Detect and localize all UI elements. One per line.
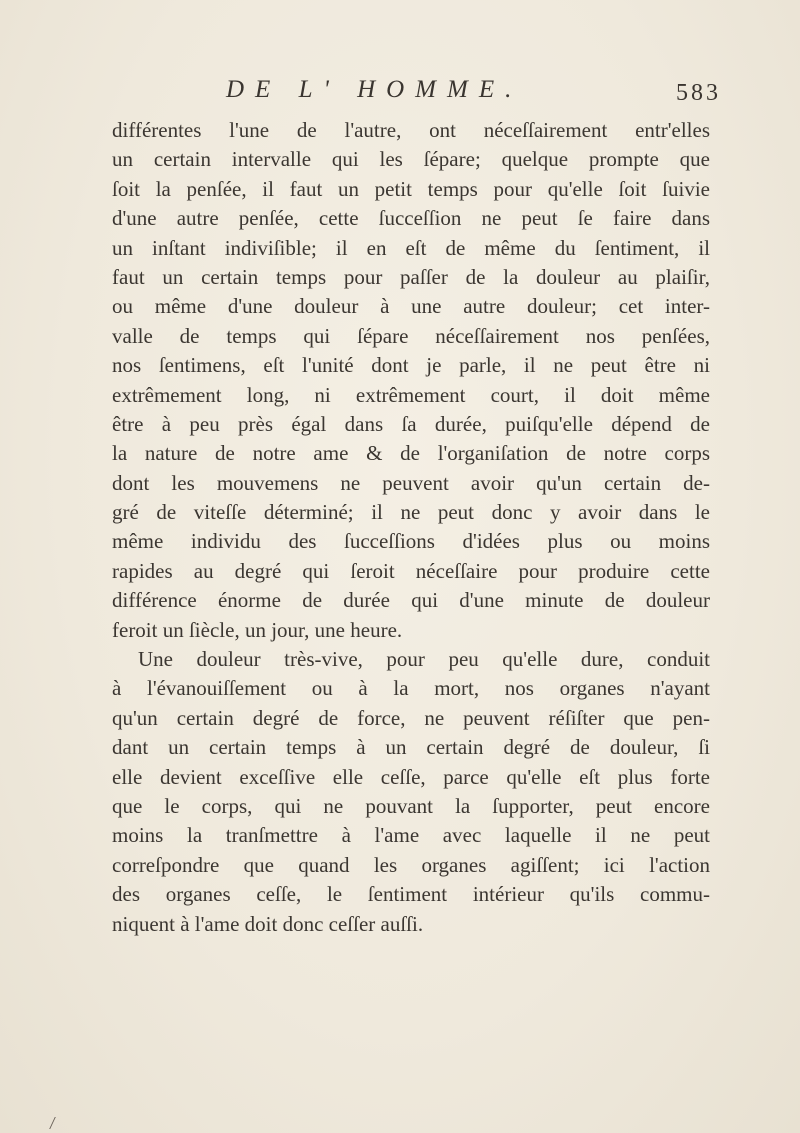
text-line: des organes ceſſe, le ſentiment intérieur qu'ils commu-	[112, 882, 710, 907]
text-line: qu'un certain degré de force, ne peuvent réſiſter que pen-	[112, 705, 710, 730]
text-line: moins la tranſmettre à l'ame avec laquelle il ne peut	[112, 823, 710, 848]
text-line: correſpondre que quand les organes agiſſent; ici l'action	[112, 852, 710, 877]
text-line: différence énorme de durée qui d'une minute de douleur	[112, 588, 710, 613]
text-line: valle de temps qui ſépare néceſſairement nos penſées,	[112, 323, 710, 348]
text-line: elle devient exceſſive elle ceſſe, parce qu'elle eſt plus forte	[112, 764, 710, 789]
text-line: d'une autre penſée, cette ſucceſſion ne peut ſe faire dans	[112, 206, 710, 231]
paragraph-2	[112, 645, 710, 939]
page-number: 583	[676, 80, 721, 106]
text-line: dant un certain temps à un certain degré de douleur, ſi	[112, 735, 710, 760]
text-line: différentes l'une de l'autre, ont néceſſairement entr'elles	[112, 118, 710, 142]
text-line: être à peu près égal dans ſa durée, puiſqu'elle dépend de	[112, 411, 710, 436]
text-line: que le corps, qui ne pouvant la ſupporter, peut encore	[112, 793, 710, 818]
paragraph-1	[112, 116, 710, 645]
margin-mark	[49, 1117, 64, 1129]
text-line: Une douleur très-vive, pour peu qu'elle dure, conduit	[138, 647, 710, 672]
text-line: dont les mouvemens ne peuvent avoir qu'un certain de-	[112, 470, 710, 495]
text-line: ou même d'une douleur à une autre douleur; cet inter-	[112, 294, 710, 319]
text-line: un certain intervalle qui les ſépare; quelque prompte que	[112, 147, 710, 172]
text-line: ſoit la penſée, il faut un petit temps pour qu'elle ſoit ſuivie	[112, 176, 710, 201]
text-line: nos ſentimens, eſt l'unité dont je parle, il ne peut être ni	[112, 353, 710, 378]
text-line: extrêmement long, ni extrêmement court, il doit même	[112, 382, 710, 407]
text-line: feroit un ſiècle, un jour, une heure.	[112, 617, 403, 642]
text-line: faut un certain temps pour paſſer de la douleur au plaiſir,	[112, 264, 710, 289]
text-line: rapides au degré qui ſeroit néceſſaire pour produire cette	[112, 558, 710, 583]
text-line: à l'évanouiſſement ou à la mort, nos organes n'ayant	[112, 676, 710, 701]
running-head	[0, 72, 800, 112]
text-line: la nature de notre ame & de l'organiſation de notre corps	[112, 441, 710, 466]
text-line: gré de viteſſe déterminé; il ne peut donc y avoir dans le	[112, 500, 710, 525]
text-line: niquent à l'ame doit donc ceſſer auſſi.	[112, 911, 424, 936]
text-line: même individu des ſucceſſions d'idées plus ou moins	[112, 529, 710, 554]
body-text	[112, 116, 710, 939]
text-line: un inſtant indiviſible; il en eſt de même du ſentiment, il	[112, 235, 710, 260]
running-title: DE L' HOMME.	[226, 76, 523, 103]
